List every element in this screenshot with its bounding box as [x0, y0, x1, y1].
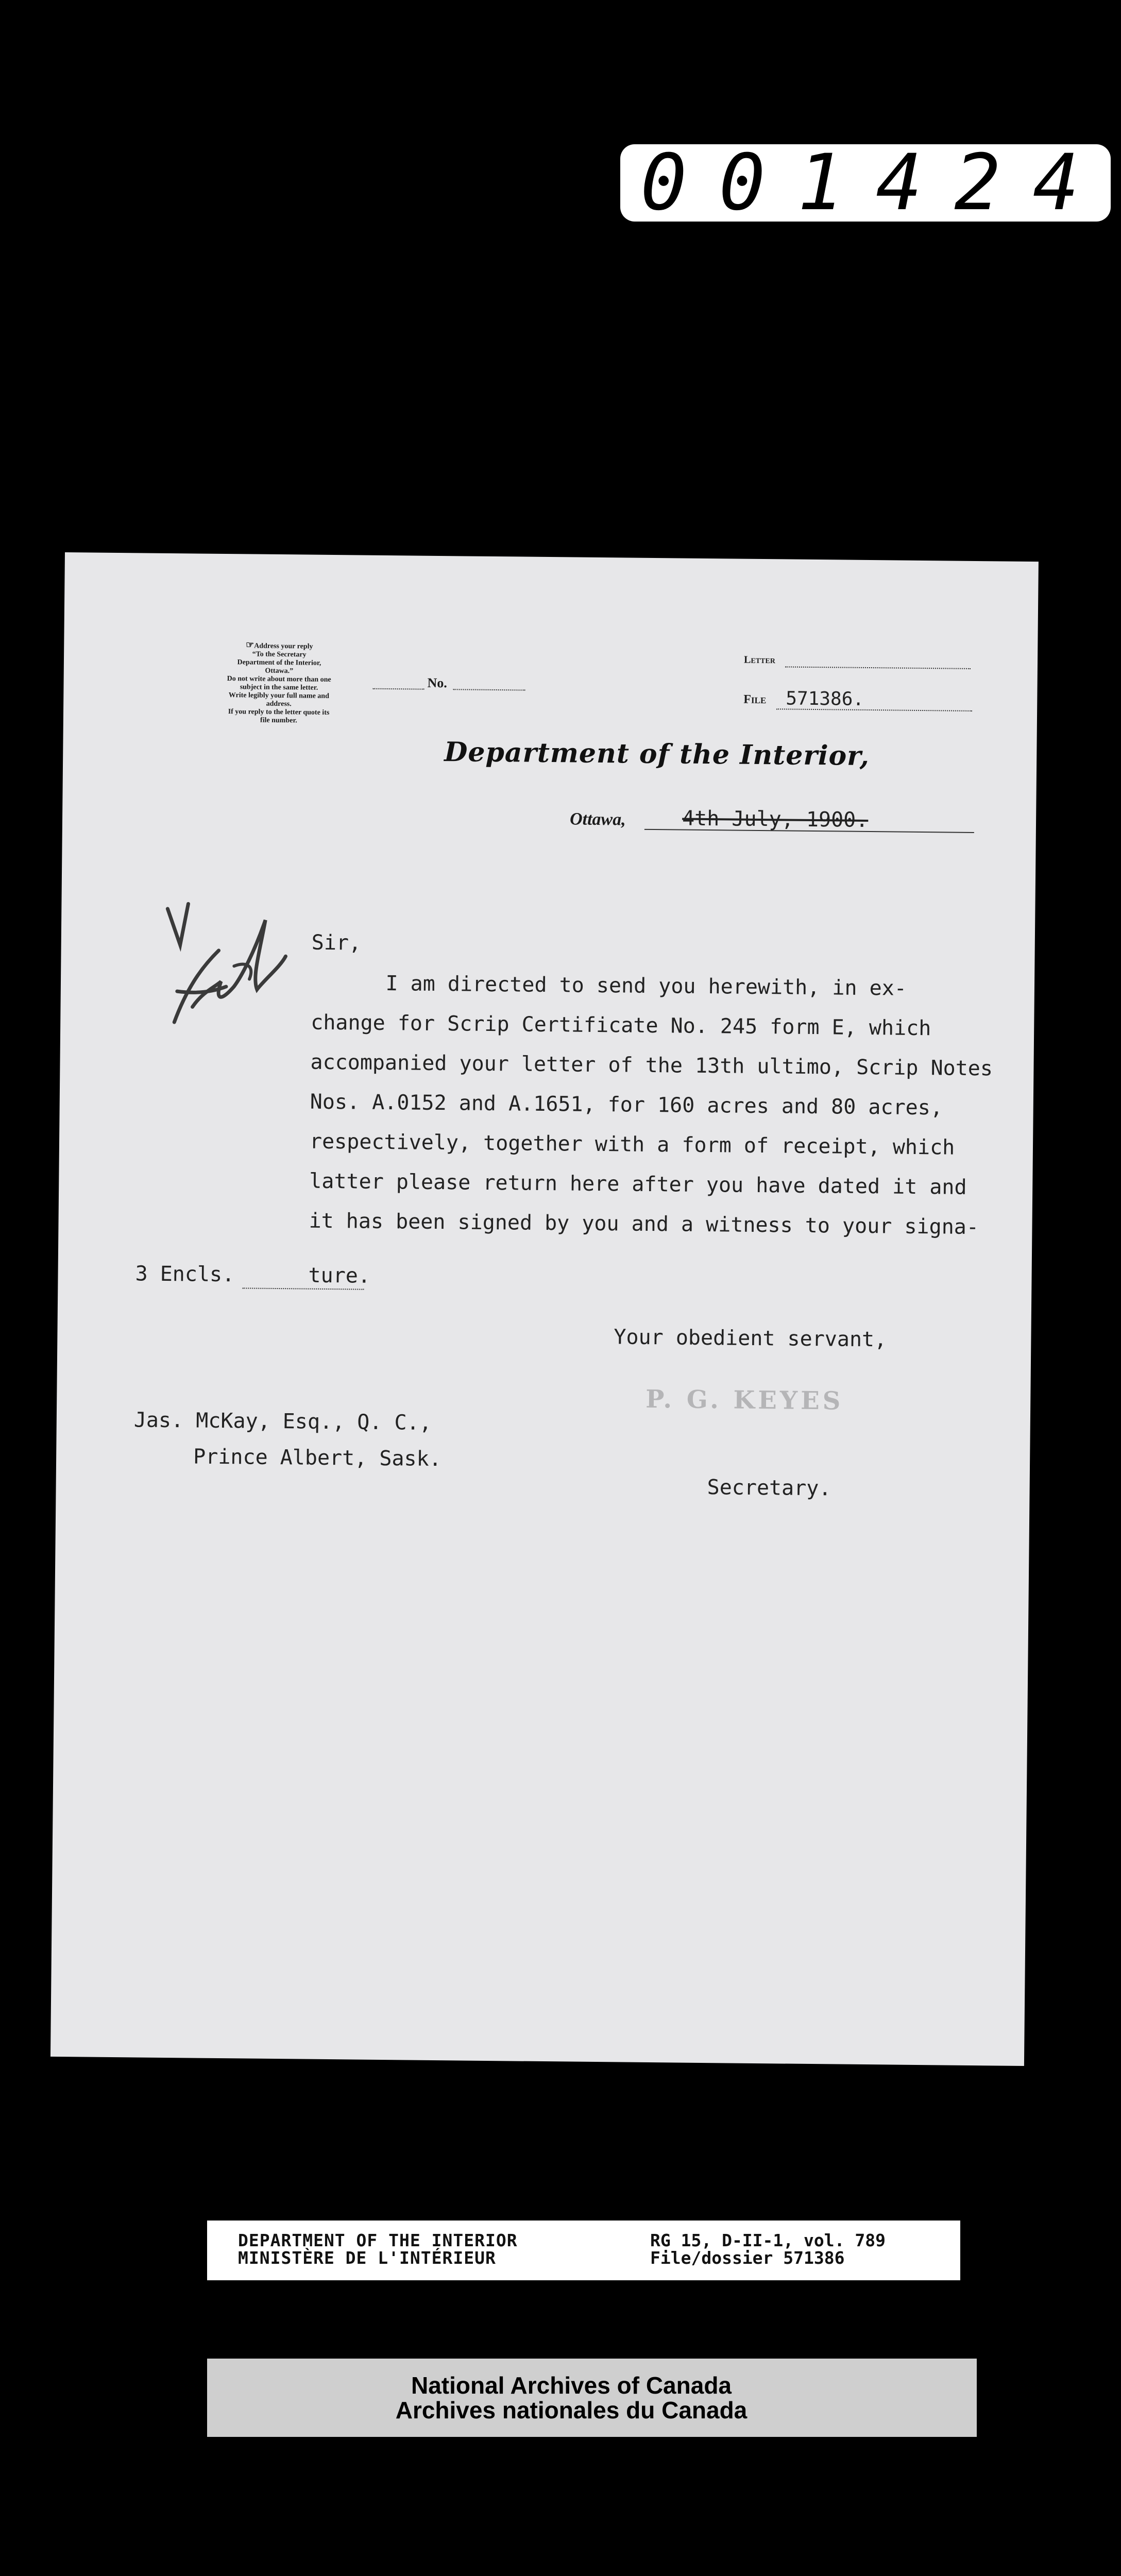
letter-line [785, 666, 971, 669]
enclosures: 3 Encls. [135, 1262, 235, 1287]
recipient-name: Jas. McKay, Esq., Q. C., [133, 1408, 432, 1435]
file-number: 571386. [786, 688, 864, 710]
no-line-left [372, 688, 424, 690]
recipient-place: Prince Albert, Sask. [193, 1445, 441, 1471]
instruction-line: If you reply to the letter quote its [228, 708, 330, 717]
place-label: Ottawa, [569, 809, 626, 829]
instruction-line: Write legibly your full name and [228, 691, 329, 700]
instruction-line: subject in the same letter. [240, 683, 318, 692]
reply-instructions [181, 640, 378, 726]
archives-name-en: National Archives of Canada [411, 2372, 732, 2399]
frame-number-text: 001424 [640, 138, 1111, 228]
file-label: File [743, 692, 767, 707]
archives-banner [207, 2359, 977, 2437]
archives-name-fr: Archives nationales du Canada [395, 2397, 748, 2424]
body-line: Nos. A.0152 and A.1651, for 160 acres and 80 acres, [310, 1090, 943, 1120]
label-dept-en: DEPARTMENT OF THE INTERIOR [238, 2230, 518, 2250]
archival-label [207, 2221, 960, 2280]
instruction-line: address. [266, 700, 292, 708]
label-file: File/dossier 571386 [650, 2248, 845, 2268]
letter-date: 4th July, 1900. [682, 806, 869, 832]
closing: Your obedient servant, [614, 1325, 887, 1352]
body-line: latter please return here after you have dated it and [309, 1169, 967, 1199]
body-line: it has been signed by you and a witness to your signa- [309, 1209, 979, 1240]
signer-title: Secretary. [707, 1476, 831, 1501]
no-line-right [453, 689, 525, 690]
body-line: ture. [308, 1263, 371, 1288]
instruction-line: Department of the Interior, [237, 658, 321, 667]
body-line: change for Scrip Certificate No. 245 form E, which [311, 1010, 931, 1041]
body-line: accompanied your letter of the 13th ultimo, Scrip Notes [310, 1050, 993, 1081]
instruction-line: Ottawa.” [265, 667, 294, 675]
letter-page [50, 552, 1039, 2066]
body-line: respectively, together with a form of receipt, which [309, 1129, 955, 1160]
label-reference: RG 15, D-II-1, vol. 789 [650, 2230, 886, 2250]
signature-stamp: P. G. KEYES [646, 1384, 844, 1416]
label-dept-fr: MINISTÈRE DE L'INTÉRIEUR [238, 2248, 496, 2268]
instruction-line: “To the Secretary [252, 650, 307, 659]
no-label: No. [427, 675, 448, 691]
frame-number [620, 138, 1111, 228]
file-line [776, 708, 972, 711]
body-line: I am directed to send you herewith, in ex- [311, 971, 907, 1001]
handwritten-filed-mark [156, 888, 312, 1075]
instruction-line: file number. [260, 716, 297, 725]
letter-label: Letter [743, 654, 775, 666]
department-title: Department of the Interior, [444, 736, 870, 772]
enclosures-line [242, 1287, 364, 1290]
instruction-line: Address your reply [254, 642, 313, 651]
instruction-line: Do not write about more than one [227, 675, 331, 684]
pointing-hand-icon: ☞ [245, 639, 254, 650]
salutation: Sir, [311, 930, 362, 955]
